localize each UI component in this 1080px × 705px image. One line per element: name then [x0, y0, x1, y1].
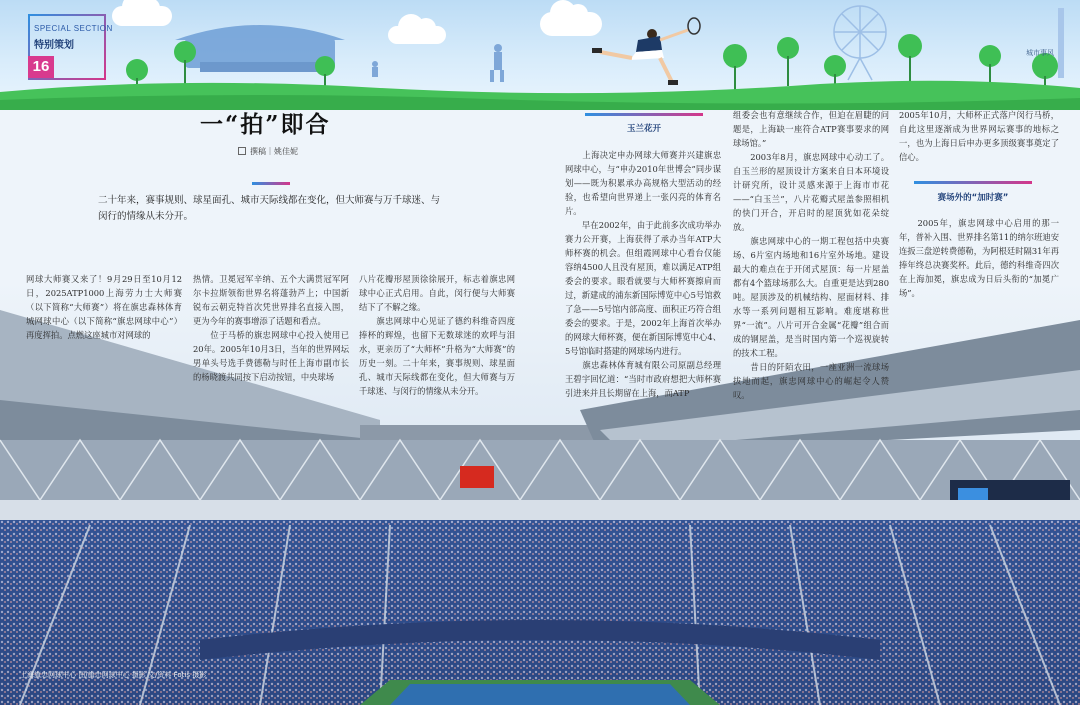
article-lead: 二十年来，赛事规则、球星面孔、城市天际线都在变化，但大师赛与万千球迷、与闵行的情缘从未分开。	[98, 195, 441, 222]
lead-accent-bar	[252, 182, 290, 185]
stadium-illustration	[0, 280, 1080, 705]
article-column-7: 2005年，旗忠网球中心启用的那一年，普补入围、世界排名第11的纳尔班迪安连扳三盘逆转费德勒，为阿根廷时隔31年再捧年终总决赛奖杯。此后，德约科维奇四次在上海加冕，旗忠成为日后头衔的“加冕广场”。	[899, 218, 1059, 298]
stadium-photo	[0, 280, 1080, 705]
pen-icon	[238, 147, 246, 155]
photo-caption: 上海旗忠网球中心 图/旗忠网球中心 摄影 文/资料 Fotis 摄影	[20, 671, 207, 679]
page-banner	[0, 0, 1080, 110]
section-label-cn: 特别策划	[34, 40, 74, 51]
article-column-3: 八片花瓣形屋顶徐徐展开，标志着旗忠网球中心正式启用。自此，闵行便与大师赛结下了不解之缘。 旗忠网球中心见证了德约科维奇四度捧杯的辉煌，也留下无数球迷的欢呼与泪水，更亲历了“大师杯”升格为“大师赛”的历史一刻。二十年来，赛事规则、球星面孔、城市天际线都在变化，但大师赛与万千球迷、与闵行的情缘从未分开。	[359, 274, 515, 396]
column-tag: 城市事风	[1026, 49, 1054, 57]
subhead-accent-bar	[914, 181, 1032, 184]
page-number: 16	[28, 56, 54, 78]
article-column-4: 上海决定申办网球大师赛并兴建旗忠网球中心，与“申办2010年世博会”同步谋划——既为积累承办高规格大型活动的经验，也希望向世界递上一张闪亮的体育名片。 早在2002年，由于此前多次成功举办赛力公开赛，上海获得了承办当年ATP大师杯赛的机会。但组霞网球中心看台仅能容纳4500人且没有屋顶，难以满足ATP组委会的要求。眼看就要与大师杯赛擦肩而过，新建成的浦东新国际博览中心5号馆救了急——5号馆内部高度、面积正巧符合组委会的要求。于是，2002年上海首次举办的网球大师杯赛，便在新国际博览中心4、5号馆临时搭建的网球场内进行。 旗忠森林体育城有限公司原副总经理王碧宇回忆道：“当时市政府想把大师杯赛引进来并且长期留在上海，而ATP	[565, 150, 721, 398]
section-subhead-2: 赛场外的“加时赛”	[937, 193, 1009, 203]
flag-icon	[460, 466, 494, 488]
section-subhead-1: 玉兰花开	[626, 124, 661, 134]
article-headline: 一“拍”即合	[200, 111, 331, 138]
byline-text: 撰稿｜姚佳妮	[250, 147, 298, 156]
green-hills-decoration	[0, 70, 1080, 110]
article-column-1: 网球大师赛又来了！9月29日至10月12日，2025ATP1000上海劳力士大师赛（以下简称“大师赛”）将在旗忠森林体育城网球中心（以下简称“旗忠网球中心”）再度挥拍。点燃这座城市对网球的	[26, 274, 182, 340]
article-column-5: 组委会也有意继续合作，但迫在眉睫的问题是，上海缺一座符合ATP赛事要求的网球场馆。” 2003年8月，旗忠网球中心动工了。自玉兰形的屋顶设计方案来自日本环境设计研究所，设计灵感来源于上海市市花——“白玉兰”，八片花瓣式屋盖参照相机的快门开合，开启时的屋顶犹如花朵绽放。 旗忠网球中心的一期工程包括中央赛场、6片室内场地和16片室外场地。建设最大的难点在于开闭式屋顶：每一片屋盖都有4个篮球场那么大。自重更是达到280吨。屋顶涉及的机械结构、屋面材料、排水等一系列问题相互影响。难度堪称世界“一流”。八片可开合金属“花瓣”组合而成的钢屋盖，是当时国内第一个巡视旋转的技术工程。 昔日的阡陌农田，一座亚洲一流球场拔地而起，旗忠网球中心的崛起令人赞叹。	[733, 110, 889, 400]
article-byline	[238, 146, 298, 157]
article-column-6: 2005年10月，大师杯正式落户闵行马桥，自此这里逐渐成为世界网坛赛事的地标之一，也为上海日后申办更多顶级赛事奠定了信心。	[899, 110, 1059, 162]
subhead-accent-bar	[585, 113, 703, 116]
article-column-2: 热情。卫冕冠军辛纳、五个大满贯冠军阿尔卡拉斯领衔世界名将蓬勃芦上；中国新锐布云朝克特首次凭世界排名直接入围，更为今年的赛事增添了话题和看点。 位于马桥的旗忠网球中心投入使用已20年。2005年10月3日，当年的世界网坛男单头号选手费德勒与时任上海市副市长的杨晓渡共同按下启动按钮，中央球场	[193, 274, 349, 382]
section-label-en: SPECIAL SECTION	[34, 24, 113, 33]
